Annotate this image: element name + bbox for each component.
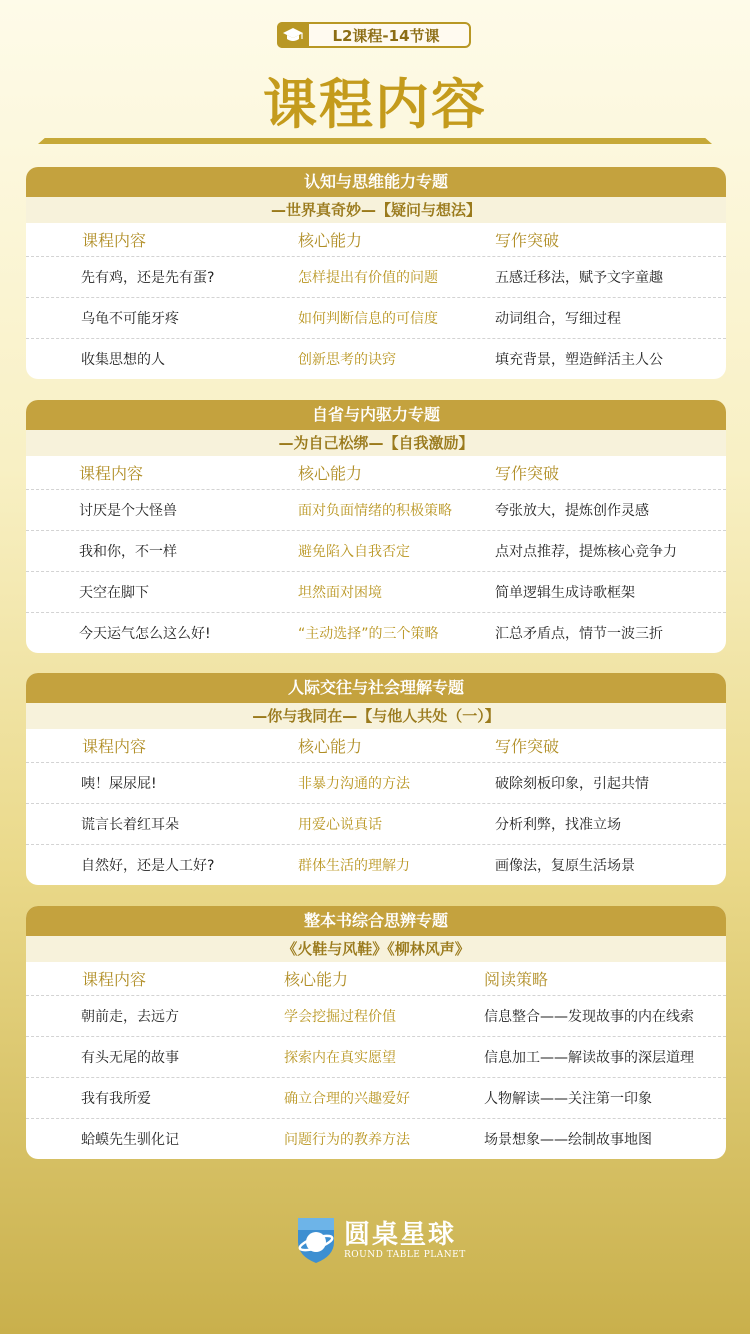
ability-cell: 面对负面情绪的积极策略	[298, 503, 452, 519]
brand-logo	[296, 1214, 466, 1266]
course-cell: 先有鸡，还是先有蛋?	[81, 270, 215, 286]
column-header: 课程内容	[82, 970, 147, 989]
column-header: 课程内容	[82, 231, 147, 250]
ability-cell: “主动选择”的三个策略	[298, 626, 439, 642]
column-header: 核心能力	[284, 970, 349, 989]
course-level-badge	[277, 22, 471, 48]
section-card-cognition	[26, 167, 726, 379]
writing-cell: 填充背景，塑造鲜活主人公	[495, 352, 663, 368]
table-row	[26, 804, 726, 845]
writing-cell: 点对点推荐，提炼核心竞争力	[495, 544, 677, 560]
course-cell: 自然好，还是人工好?	[81, 858, 215, 874]
writing-cell: 分析利弊，找准立场	[495, 817, 621, 833]
ability-cell: 坦然面对困境	[298, 585, 382, 601]
logo-english-name: ROUND TABLE PLANET	[344, 1250, 466, 1260]
table-row	[26, 572, 726, 613]
ability-cell: 群体生活的理解力	[298, 858, 410, 874]
table-row	[26, 996, 726, 1037]
course-cell: 今天运气怎么这么好!	[79, 626, 211, 642]
course-cell: 讨厌是个大怪兽	[79, 503, 177, 519]
table-row	[26, 763, 726, 804]
section-header: 自省与内驱力专题	[26, 400, 726, 430]
column-header: 阅读策略	[484, 970, 549, 989]
section-header: 整本书综合思辨专题	[26, 906, 726, 936]
table-row	[26, 845, 726, 885]
section-subheader: —为自己松绑—【自我激励】	[26, 430, 726, 456]
ability-cell: 避免陷入自我否定	[298, 544, 410, 560]
table-header-row	[26, 729, 726, 763]
reading-strategy-cell: 信息整合——发现故事的内在线索	[484, 1009, 694, 1025]
table-row	[26, 531, 726, 572]
ability-cell: 问题行为的教养方法	[284, 1132, 410, 1148]
writing-cell: 五感迁移法，赋予文字童趣	[495, 270, 663, 286]
table-row	[26, 339, 726, 379]
section-card-whole-book	[26, 906, 726, 1159]
course-cell: 我和你，不一样	[79, 544, 177, 560]
table-row	[26, 1078, 726, 1119]
logo-chinese-name: 圆桌星球	[344, 1220, 457, 1250]
ability-cell: 探索内在真实愿望	[284, 1050, 396, 1066]
course-cell: 蛤蟆先生驯化记	[81, 1132, 179, 1148]
table-row	[26, 1037, 726, 1078]
column-header: 写作突破	[495, 464, 560, 483]
writing-cell: 破除刻板印象，引起共情	[495, 776, 649, 792]
column-header: 核心能力	[298, 464, 363, 483]
section-card-self-reflection	[26, 400, 726, 653]
ability-cell: 非暴力沟通的方法	[298, 776, 410, 792]
writing-cell: 汇总矛盾点，情节一波三折	[495, 626, 663, 642]
course-cell: 天空在脚下	[79, 585, 149, 601]
table-row	[26, 490, 726, 531]
column-header: 核心能力	[298, 737, 363, 756]
column-header: 课程内容	[79, 464, 144, 483]
section-subheader: —世界真奇妙—【疑问与想法】	[26, 197, 726, 223]
reading-strategy-cell: 场景想象——绘制故事地图	[484, 1132, 652, 1148]
ability-cell: 如何判断信息的可信度	[298, 311, 438, 327]
course-cell: 乌龟不可能牙疼	[81, 311, 179, 327]
table-header-row	[26, 456, 726, 490]
graduation-cap-icon	[277, 22, 309, 48]
writing-cell: 简单逻辑生成诗歌框架	[495, 585, 635, 601]
writing-cell: 夸张放大，提炼创作灵感	[495, 503, 649, 519]
writing-cell: 画像法，复原生活场景	[495, 858, 635, 874]
column-header: 核心能力	[298, 231, 363, 250]
reading-strategy-cell: 信息加工——解读故事的深层道理	[484, 1050, 694, 1066]
writing-cell: 动词组合，写细过程	[495, 311, 621, 327]
planet-shield-icon	[296, 1216, 336, 1264]
ability-cell: 创新思考的诀窍	[298, 352, 396, 368]
table-row	[26, 613, 726, 653]
column-header: 写作突破	[495, 231, 560, 250]
section-subheader: 《火鞋与风鞋》《柳林风声》	[26, 936, 726, 962]
table-header-row	[26, 223, 726, 257]
course-cell: 朝前走，去远方	[81, 1009, 179, 1025]
ability-cell: 学会挖掘过程价值	[284, 1009, 396, 1025]
course-cell: 我有我所爱	[81, 1091, 151, 1107]
ability-cell: 怎样提出有价值的问题	[298, 270, 438, 286]
page-title: 课程内容	[263, 73, 487, 136]
table-header-row	[26, 962, 726, 996]
course-cell: 有头无尾的故事	[81, 1050, 179, 1066]
column-header: 课程内容	[82, 737, 147, 756]
ability-cell: 确立合理的兴趣爱好	[284, 1091, 410, 1107]
section-header: 人际交往与社会理解专题	[26, 673, 726, 703]
table-row	[26, 257, 726, 298]
reading-strategy-cell: 人物解读——关注第一印象	[484, 1091, 652, 1107]
course-cell: 咦！屎尿屁!	[81, 776, 157, 792]
table-row	[26, 298, 726, 339]
section-header: 认知与思维能力专题	[26, 167, 726, 197]
section-subheader: —你与我同在—【与他人共处（一）】	[26, 703, 726, 729]
course-cell: 收集思想的人	[81, 352, 165, 368]
course-cell: 谎言长着红耳朵	[81, 817, 179, 833]
section-card-social	[26, 673, 726, 885]
ability-cell: 用爱心说真话	[298, 817, 382, 833]
table-row	[26, 1119, 726, 1159]
badge-label: L2课程-14节课	[332, 26, 440, 45]
column-header: 写作突破	[495, 737, 560, 756]
title-underline	[38, 138, 712, 144]
